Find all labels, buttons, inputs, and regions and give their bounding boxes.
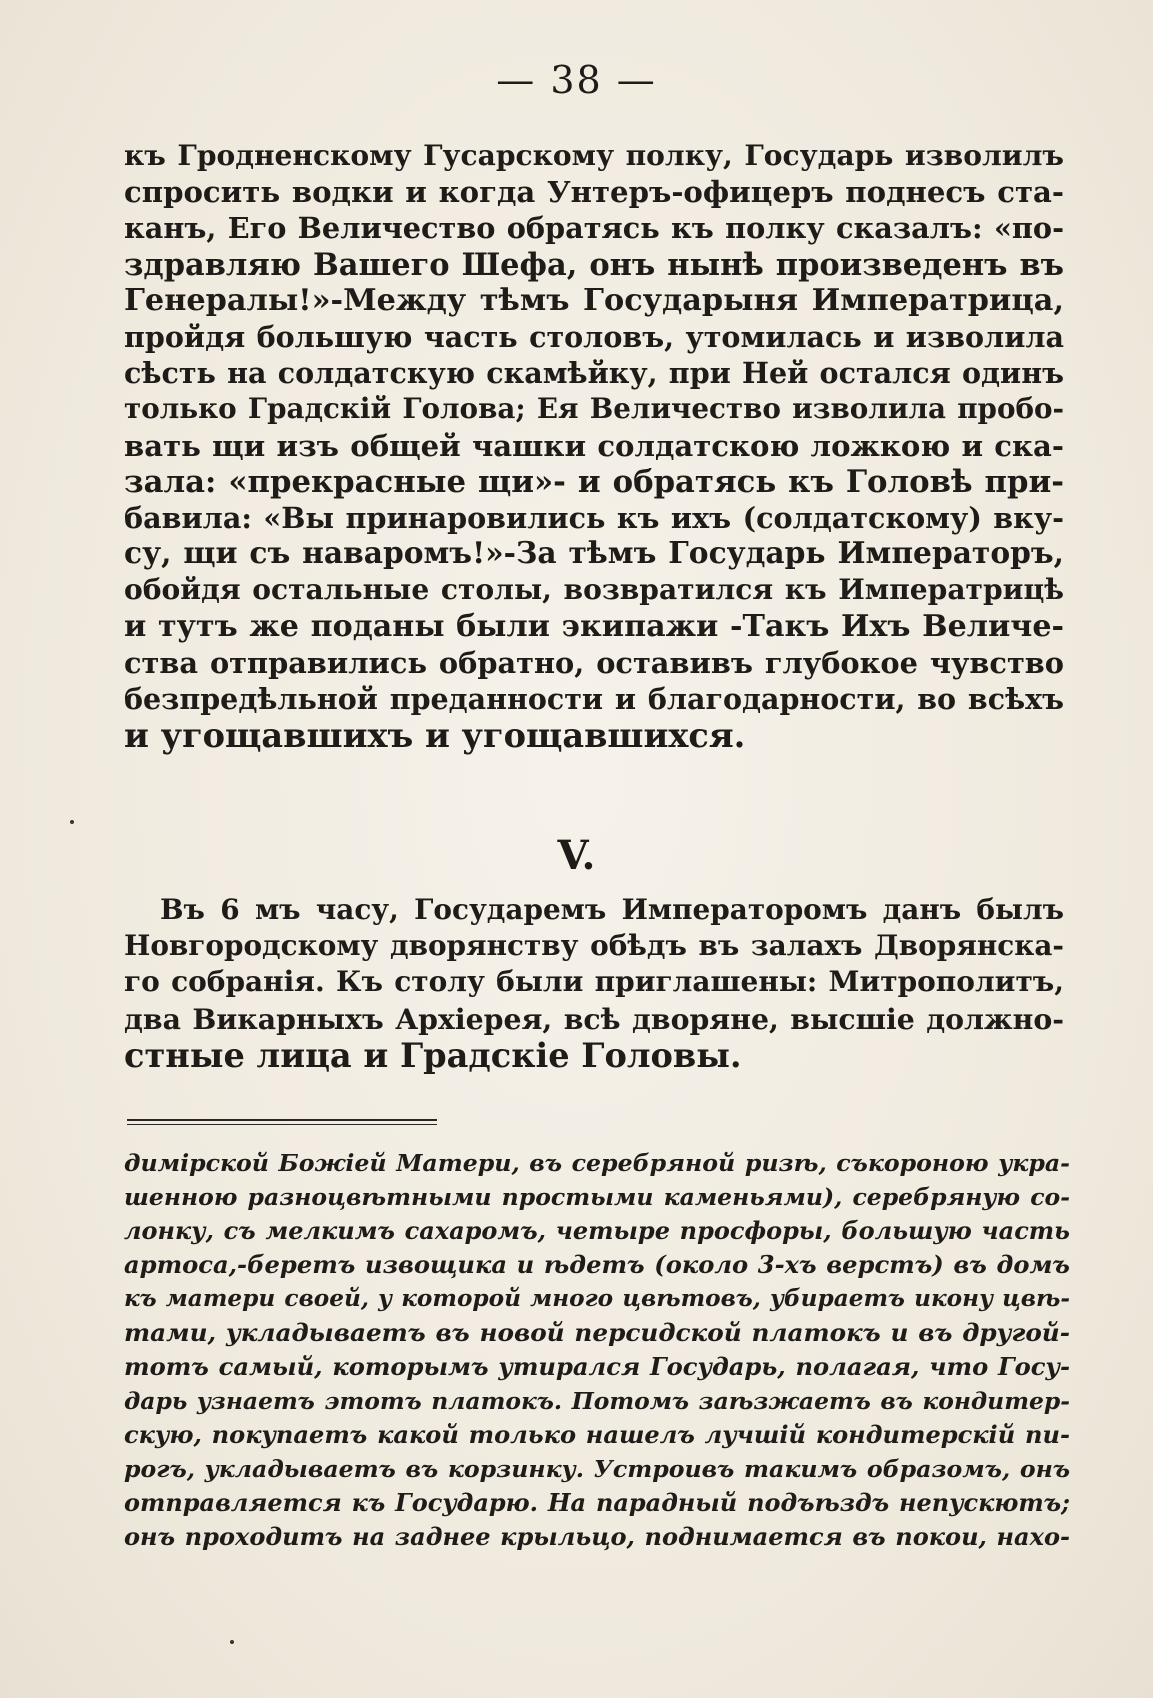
- text-line: канъ, Его Величество обратясь къ полку сказалъ: «по-: [124, 211, 1064, 246]
- footnote-line: скую, покупаетъ какой только нашелъ лучшій кондитерскій пи-: [124, 1420, 1070, 1449]
- paragraph-2: [124, 892, 1064, 1073]
- ink-speck: [230, 1640, 234, 1644]
- text-line: пройдя большую часть столовъ, утомилась и изволила: [124, 320, 1064, 355]
- footnote-line: къ матери своей, у которой много цвѣтовъ, убираетъ икону цвѣ-: [124, 1285, 1070, 1312]
- text-line: и тутъ же поданы были экипажи -Такъ Ихъ Величе-: [124, 608, 1064, 644]
- text-line: ства отправились обратно, оставивъ глубокое чувство: [124, 645, 1064, 680]
- footnote: [124, 1146, 1070, 1554]
- text-line: два Викарныхъ Архіерея, всѣ дворяне, высшіе должно-: [124, 1001, 1064, 1036]
- footnote-line: димірской Божіей Матери, въ серебряной ризѣ, съкороною укра-: [124, 1149, 1070, 1177]
- text-line: го собранія. Къ столу были приглашены: Митрополитъ,: [124, 965, 1064, 999]
- text-line: су, щи съ наваромъ!»-За тѣмъ Государь Императоръ,: [124, 536, 1064, 572]
- footnote-line: тами, укладываетъ въ новой персидской платокъ и въ другой-: [124, 1318, 1070, 1347]
- footnote-line: шенною разноцвѣтными простыми каменьями), серебряную со-: [124, 1183, 1070, 1211]
- footnote-line: тотъ самый, которымъ утирался Государь, полагая, что Госу-: [124, 1352, 1070, 1381]
- footnote-line: отправляется къ Государю. На парадный подъѣздъ непускютъ;: [124, 1488, 1070, 1517]
- text-line: только Градскій Голова; Ея Величество изволила пробо-: [124, 392, 1064, 426]
- text-line: Въ 6 мъ часу, Государемъ Императоромъ данъ былъ: [160, 893, 1064, 926]
- footnote-line: лонку, съ мелкимъ сахаромъ, четыре просфоры, большую часть: [124, 1216, 1070, 1245]
- footnote-line: онъ проходитъ на заднее крыльцо, поднимается въ покои, нахо-: [124, 1522, 1070, 1551]
- text-line: зала: «прекрасные щи»- и обратясь къ Головѣ при-: [124, 463, 1064, 500]
- footnote-line: артоса,-беретъ извощика и ѣдетъ (около 3-хъ верстъ) въ домъ: [124, 1250, 1070, 1279]
- text-line: сѣсть на солдатскую скамѣйку, при Ней остался одинъ: [124, 356, 1064, 391]
- text-line: безпредѣльной преданности и благодарности, во всѣхъ: [124, 682, 1064, 717]
- footnote-line: дарь узнаетъ этотъ платокъ. Потомъ заѣзжаетъ въ кондитер-: [124, 1387, 1070, 1415]
- footnote-divider: [127, 1119, 437, 1121]
- text-line: вать щи изъ общей чашки солдатскою ложкою и ска-: [124, 428, 1064, 463]
- text-line: Генералы!»-Между тѣмъ Государыня Императрица,: [124, 282, 1064, 318]
- text-line: стные лица и Градскіе Головы.: [124, 1034, 742, 1075]
- text-line: бавила: «Вы принаровились къ ихъ (солдатскому) вку-: [124, 501, 1064, 536]
- text-line: обойдя остальные столы, возвратился къ Императрицѣ: [124, 573, 1064, 607]
- text-line: спросить водки и когда Унтеръ-офицеръ поднесъ ста-: [124, 175, 1064, 210]
- ink-speck: [70, 820, 74, 824]
- page-number: — 38 —: [496, 58, 657, 102]
- paragraph-1: [124, 138, 1064, 756]
- text-line: здравляю Вашего Шефа, онъ нынѣ произведенъ въ: [124, 246, 1064, 283]
- section-heading: V.: [557, 832, 596, 879]
- text-line: Новгородскому дворянству обѣдъ въ залахъ Дворянска-: [124, 929, 1064, 963]
- text-line: къ Гродненскому Гусарскому полку, Государь изволилъ: [124, 139, 1064, 172]
- text-line: и угощавшихъ и угощавшихся.: [124, 715, 746, 756]
- footnote-line: рогъ, укладываетъ въ корзинку. Устроивъ такимъ образомъ, онъ: [124, 1455, 1070, 1483]
